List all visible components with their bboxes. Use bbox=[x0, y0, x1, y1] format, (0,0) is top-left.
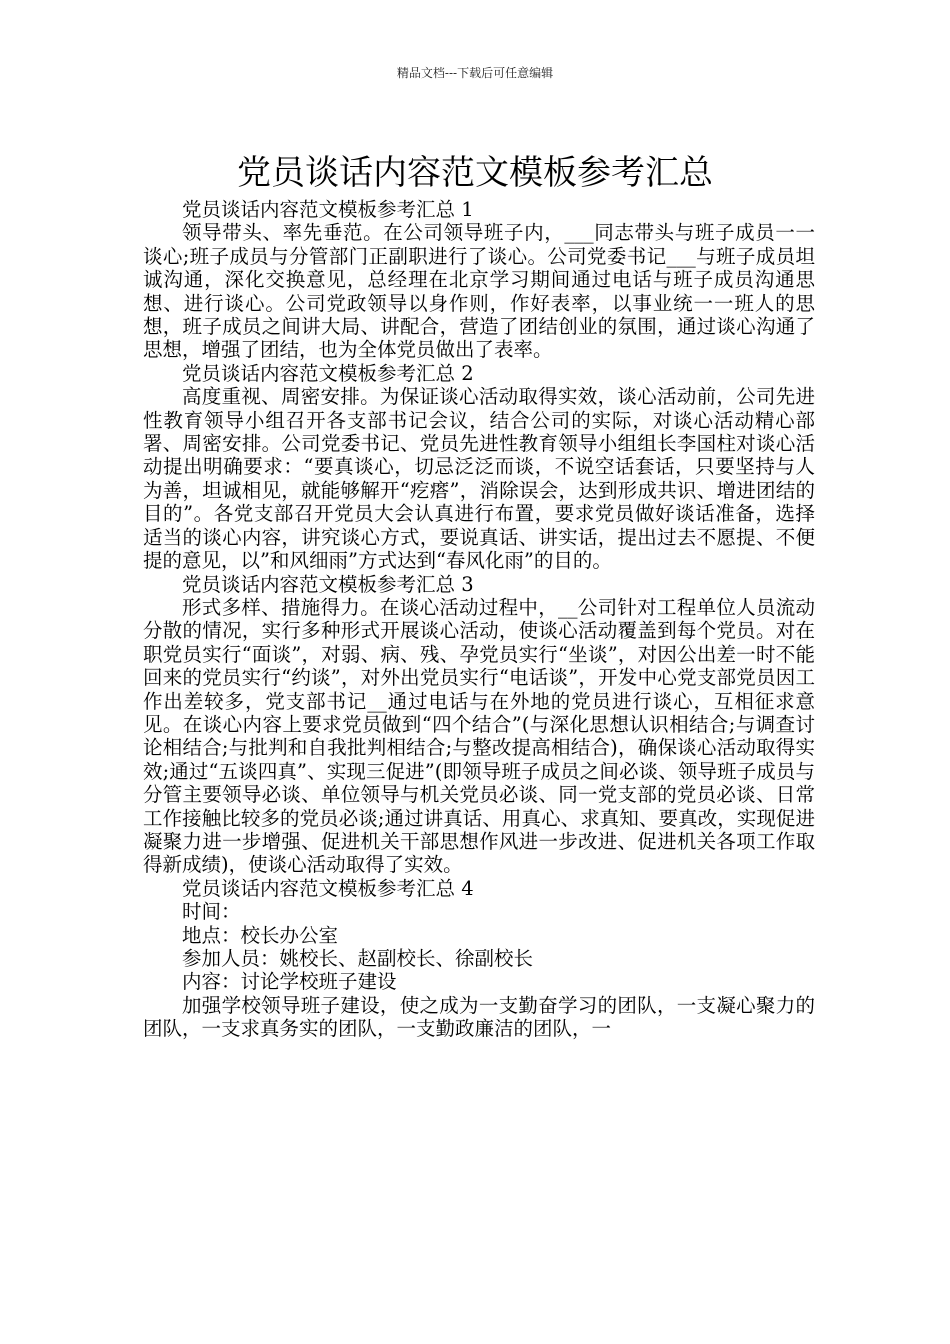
paragraph: 形式多样、措施得力。在谈心活动过程中，__公司针对工程单位人员流动分散的情况，实行多种形式开展谈心活动，使谈心活动覆盖到每个党员。对在职党员实行“面谈”，对弱、病、残、孕党员实行“坐谈”，对因公出差一时不能回来的党员实行“约谈”，对外出党员实行“电话谈”，开发中心党支部党员因工作出差较多，党支部书记__通过电话与在外地的党员进行谈心，互相征求意见。在谈心内容上要求党员做到“四个结合”(与深化思想认识相结合;与调查讨论相结合;与批判和自我批判相结合;与整改提高相结合)，确保谈心活动取得实效;通过“五谈四真”、实现三促进”(即领导班子成员之间必谈、领导班子成员与分管主要领导必谈、单位领导与机关党员必谈、同一党支部的党员必谈、日常工作接触比较多的党员必谈;通过讲真话、用真心、求真知、要真改，实现促进凝聚力进一步增强、促进机关干部思想作风进一步改进、促进机关各项工作取得新成绩)，使谈心活动取得了实效。 bbox=[143, 595, 815, 877]
meeting-time: 时间： bbox=[182, 900, 241, 924]
header-note: 精品文档---下载后可任意编辑 bbox=[396, 66, 554, 80]
section-heading-2: 党员谈话内容范文模板参考汇总 2 bbox=[182, 361, 474, 385]
paragraph: 领导带头、率先垂范。在公司领导班子内，___同志带头与班子成员一一谈心;班子成员与分管部门正副职进行了谈心。公司党委书记___与班子成员坦诚沟通，深化交换意见，总经理在北京学习期间通过电话与班子成员沟通思想、进行谈心。公司党政领导以身作则，作好表率，以事业统一一班人的思想，班子成员之间讲大局、讲配合，营造了团结创业的氛围，通过谈心沟通了思想，增强了团结，也为全体党员做出了表率。 bbox=[143, 221, 815, 362]
paragraph: 加强学校领导班子建设，使之成为一支勤奋学习的团队，一支凝心聚力的团队，一支求真务实的团队，一支勤政廉洁的团队，一 bbox=[143, 993, 815, 1041]
document-body bbox=[143, 198, 815, 1041]
paragraph: 高度重视、周密安排。为保证谈心活动取得实效，谈心活动前，公司先进性教育领导小组召开各支部书记会议，结合公司的实际，对谈心活动精心部署、周密安排。公司党委书记、党员先进性教育领导小组组长李国柱对谈心活动提出明确要求：“要真谈心，切忌泛泛而谈，不说空话套话，只要坚持与人为善，坦诚相见，就能够解开“疙瘩”，消除误会，达到形成共识、增进团结的目的”。各党支部召开党员大会认真进行布置，要求党员做好谈话准备，选择适当的谈心内容，讲究谈心方式，要说真话、讲实话，提出过去不愿提、不便提的意见，以”和风细雨”方式达到“春风化雨”的目的。 bbox=[143, 385, 815, 573]
section-heading-1: 党员谈话内容范文模板参考汇总 1 bbox=[182, 198, 474, 221]
section-heading-4: 党员谈话内容范文模板参考汇总 4 bbox=[182, 876, 474, 900]
meeting-attendees: 参加人员：姚校长、赵副校长、徐副校长 bbox=[182, 947, 534, 970]
meeting-content: 内容：讨论学校班子建设 bbox=[182, 970, 397, 994]
section-heading-3: 党员谈话内容范文模板参考汇总 3 bbox=[182, 572, 474, 596]
meeting-location: 地点：校长办公室 bbox=[182, 923, 339, 947]
document-title: 党员谈话内容范文模板参考汇总 bbox=[237, 152, 713, 193]
